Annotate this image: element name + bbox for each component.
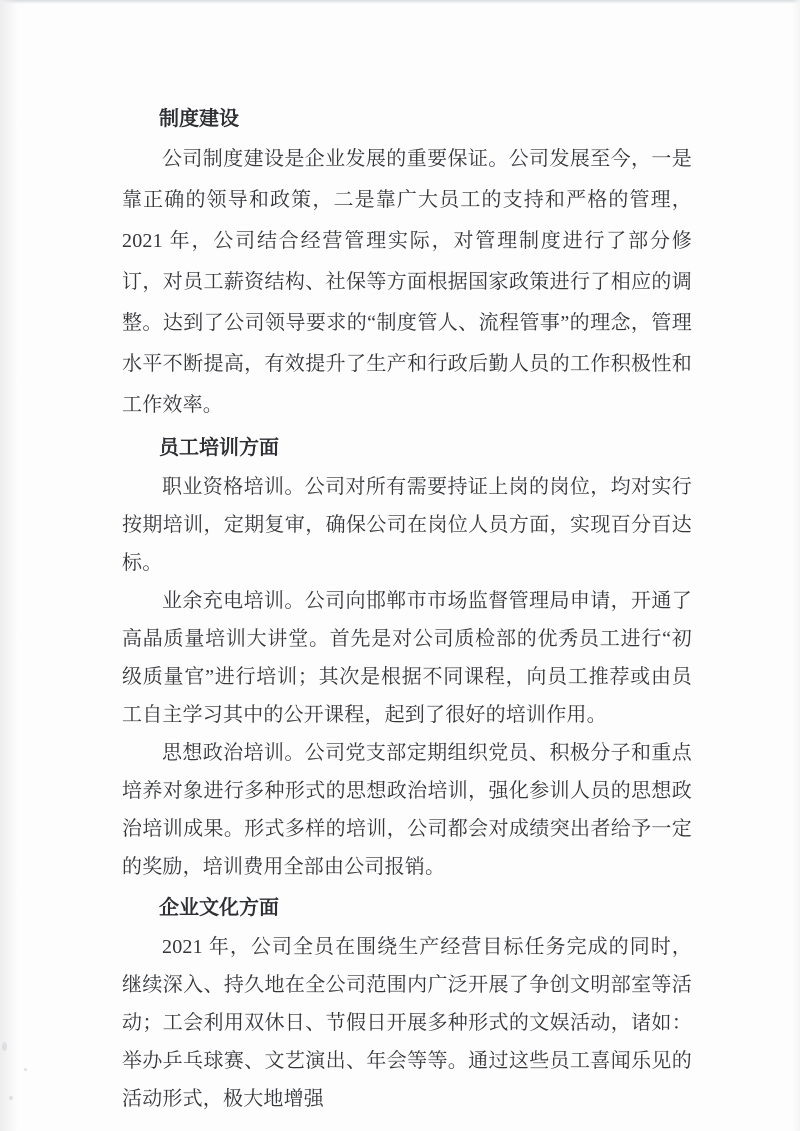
document-body	[122, 97, 692, 1118]
section-corporate-culture	[122, 888, 692, 1118]
section-employee-training	[122, 428, 692, 886]
section-institution-building	[122, 99, 692, 426]
scan-speck	[2, 1042, 7, 1051]
section-heading-corporate-culture: 企业文化方面	[159, 897, 279, 919]
scan-edge-right	[792, 0, 800, 1131]
paragraph: 业余充电培训。公司向邯郸市市场监督管理局申请，开通了高晶质量培训大讲堂。首先是对公司质检部的优秀员工进行“初级质量官”进行培训；其次是根据不同课程，向员工推荐或由员工自主学习其中的公开课程，起到了很好的培训作用。	[122, 590, 692, 726]
paragraph: 职业资格培训。公司对所有需要持证上岗的岗位，均对实行按期培训，定期复审，确保公司在岗位人员方面，实现百分百达标。	[122, 476, 692, 574]
paragraph: 公司制度建设是企业发展的重要保证。公司发展至今，一是靠正确的领导和政策，二是靠广大员工的支持和严格的管理，2021 年，公司结合经营管理实际，对管理制度进行了部分修订，对员工薪资结构、社保等方面根据国家政策进行了相应的调整。达到了公司领导要求的“制度管人、流程管事”的理念，管理水平不断提高，有效提升了生产和行政后勤人员的工作积极性和工作效率。	[122, 148, 692, 416]
scan-edge-left	[0, 0, 18, 1131]
section-heading-employee-training: 员工培训方面	[159, 437, 279, 459]
scan-edge-top	[0, 0, 800, 4]
scan-speck	[24, 1068, 27, 1071]
paragraph: 2021 年，公司全员在围绕生产经营目标任务完成的同时，继续深入、持久地在全公司范围内广泛开展了争创文明部室等活动；工会利用双休日、节假日开展多种形式的文娱活动，诸如：举办乒乓球赛、文艺演出、年会等等。通过这些员工喜闻乐见的活动形式，极大地增强	[122, 936, 692, 1110]
scan-speck	[9, 1096, 13, 1100]
section-heading-institution-building: 制度建设	[159, 108, 239, 130]
paragraph: 思想政治培训。公司党支部定期组织党员、积极分子和重点培养对象进行多种形式的思想政治培训，强化参训人员的思想政治培训成果。形式多样的培训，公司都会对成绩突出者给予一定的奖励，培训费用全部由公司报销。	[122, 742, 692, 878]
